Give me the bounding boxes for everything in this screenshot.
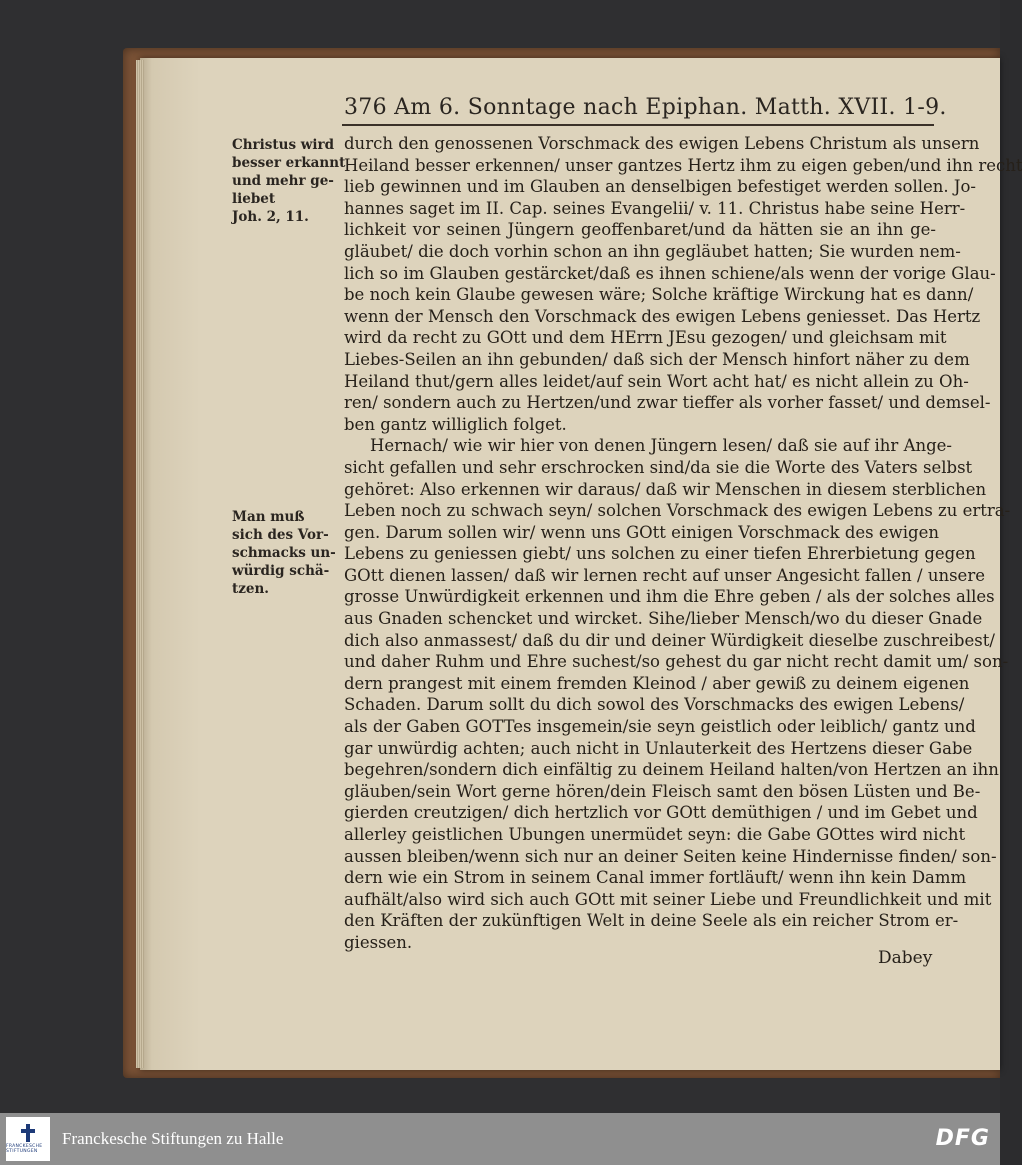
- text-line: gierden creutzigen/ dich hertzlich vor GOtt demüthigen / und im Gebet und: [344, 803, 978, 823]
- text-line: gen. Darum sollen wir/ wenn uns GOtt einigen Vorschmack des ewigen: [344, 522, 939, 542]
- institution-name[interactable]: Franckesche Stiftungen zu Halle: [62, 1129, 284, 1148]
- text-line: lieb gewinnen und im Glauben an denselbigen befestiget werden sollen. Jo-: [344, 177, 977, 197]
- text-line: Lebens zu geniessen giebt/ uns solchen zu einer tiefen Ehrerbietung gegen: [344, 544, 976, 564]
- text-line: hannes saget im II. Cap. seines Evangelii/ v. 11. Christus habe seine Herr-: [344, 198, 966, 218]
- catchword: Dabey: [878, 948, 933, 968]
- text-line: begehren/sondern dich einfältig zu deinem Heiland halten/von Hertzen an ihn: [344, 760, 999, 780]
- marginal-line: Joh. 2, 11.: [232, 209, 309, 225]
- text-line: gehöret: Also erkennen wir daraus/ daß wir Menschen in diesem sterblichen: [344, 479, 987, 499]
- text-line: GOtt dienen lassen/ daß wir lernen recht auf unser Angesicht fallen / unsere: [344, 565, 985, 585]
- marginal-line: liebet: [232, 191, 276, 207]
- marginal-line: Christus wird: [232, 137, 335, 153]
- footer-bar: [0, 1113, 1000, 1165]
- text-line: Schaden. Darum sollt du dich sowol des Vorschmacks des ewigen Lebens/: [344, 695, 965, 715]
- marginal-line: Man muß: [232, 509, 305, 525]
- text-line: gar unwürdig achten; auch nicht in Unlauterkeit des Hertzens dieser Gabe: [344, 738, 973, 758]
- text-line: ren/ sondern auch zu Hertzen/und zwar tieffer als vorher fasset/ und demsel-: [344, 393, 991, 413]
- text-line: be noch kein Glaube gewesen wäre; Solche kräftige Wirckung hat es dann/: [344, 285, 974, 305]
- text-line: wird da recht zu GOtt und dem HErrn JEsu gezogen/ und gleichsam mit: [344, 328, 947, 348]
- dfg-logo[interactable]: DFG: [935, 1126, 990, 1151]
- text-line: den Kräften der zukünftigen Welt in deine Seele als ein reicher Strom er-: [344, 911, 959, 931]
- header-rule: [342, 124, 934, 126]
- text-line: giessen.: [344, 932, 413, 952]
- page-fore-edge: [136, 60, 144, 1068]
- marginal-line: besser erkannt: [232, 155, 346, 171]
- text-line: wenn der Mensch den Vorschmack des ewigen Lebens geniesset. Das Hertz: [344, 306, 981, 326]
- marginal-line: und mehr ge-: [232, 173, 334, 189]
- marginal-line: würdig schä-: [232, 563, 330, 579]
- institution-logo[interactable]: [6, 1117, 50, 1161]
- text-line: aufhält/also wird sich auch GOtt mit seiner Liebe und Freundlichkeit und mit: [344, 889, 992, 909]
- text-line: Leben noch zu schwach seyn/ solchen Vorschmack des ewigen Lebens zu ertra-: [344, 501, 1011, 521]
- text-line: Heiland besser erkennen/ unser gantzes Hertz ihm zu eigen geben/und ihn recht: [344, 155, 1022, 175]
- text-line: dich also anmassest/ daß du dir und deiner Würdigkeit dieselbe zuschreibest/: [344, 630, 995, 650]
- text-line: lich so im Glauben gestärcket/daß es ihnen schiene/als wenn der vorige Glau-: [344, 263, 996, 283]
- text-line: allerley geistlichen Ubungen unermüdet seyn: die Gabe GOttes wird nicht: [344, 825, 966, 844]
- text-line: sicht gefallen und sehr erschrocken sind/da sie die Worte des Vaters selbst: [344, 457, 973, 477]
- text-line: grosse Unwürdigkeit erkennen und ihm die Ehre geben / als der solches alles: [344, 587, 995, 607]
- text-line: aussen bleiben/wenn sich nur an deiner Seiten keine Hindernisse finden/ son-: [344, 846, 997, 866]
- marginal-note-2: [232, 508, 340, 598]
- text-line: und daher Ruhm und Ehre suchest/so gehest du gar nicht recht damit um/ son-: [344, 652, 1009, 672]
- text-line: dern wie ein Strom in seinem Canal immer fortläuft/ wenn ihn kein Damm: [344, 868, 967, 888]
- text-line: Liebes-Seilen an ihn gebunden/ daß sich der Mensch hinfort näher zu dem: [344, 349, 970, 369]
- marginal-line: tzen.: [232, 581, 270, 597]
- text-line: aus Gnaden schencket und wircket. Sihe/lieber Mensch/wo du dieser Gnade: [344, 609, 983, 629]
- text-line: gläubet/ die doch vorhin schon an ihn gegläubet hatten; Sie wurden nem-: [344, 241, 961, 261]
- body-text: [344, 133, 1022, 954]
- logo-text: FRANCKESCHE STIFTUNGEN: [6, 1144, 43, 1154]
- cross-logo-icon: [19, 1124, 37, 1142]
- text-line: dern prangest mit einem fremden Kleinod / aber gewiß zu deinem eigenen: [344, 673, 970, 693]
- text-line: lichkeit vor seinen Jüngern geoffenbaret/und da hätten sie an ihn ge-: [344, 220, 936, 240]
- text-line: ben gantz williglich folget.: [344, 414, 567, 434]
- text-line: als der Gaben GOTTes insgemein/sie seyn geistlich oder leiblich/ gantz und: [344, 717, 976, 737]
- marginal-line: schmacks un-: [232, 545, 336, 561]
- running-header: 376 Am 6. Sonntage nach Epiphan. Matth. XVII. 1-9.: [344, 95, 947, 120]
- text-line: gläuben/sein Wort gerne hören/dein Fleisch samt den bösen Lüsten und Be-: [344, 781, 981, 801]
- marginal-line: sich des Vor-: [232, 527, 329, 543]
- text-line: durch den genossenen Vorschmack des ewigen Lebens Christum als unsern: [344, 134, 980, 153]
- marginal-note-1: [232, 136, 346, 226]
- text-line: Heiland thut/gern alles leidet/auf sein Wort acht hat/ es nicht allein zu Oh-: [344, 371, 969, 391]
- text-line: Hernach/ wie wir hier von denen Jüngern lesen/ daß sie auf ihr Ange-: [370, 436, 953, 456]
